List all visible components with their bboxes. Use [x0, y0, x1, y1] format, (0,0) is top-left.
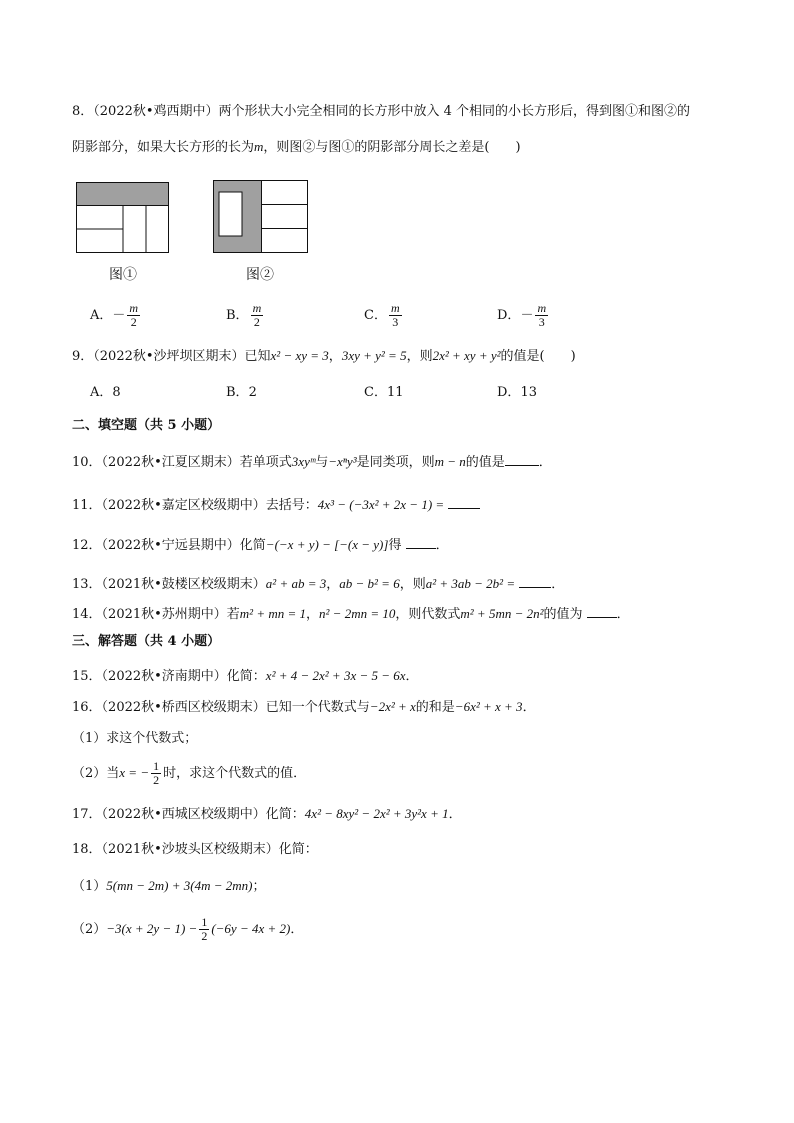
q14-suffix: 的值为: [543, 607, 583, 622]
q9-stem: [72, 346, 576, 367]
q8-option-c-label: C．: [364, 308, 387, 323]
figure-1-caption: 图①: [109, 267, 137, 283]
q17-prefix: 17．（2022秋•西城区校级期中）化简：: [72, 807, 305, 822]
q13-end: ．: [551, 577, 565, 592]
q14-sep: ，: [306, 607, 320, 622]
q8-option-b-den: 2: [253, 315, 260, 329]
q8-option-a-label: A．: [90, 308, 113, 323]
q15-expr: x² + 4 − 2x² + 3x − 5 − 6x: [265, 668, 406, 683]
q10: [72, 451, 552, 473]
q16-prefix: 16．（2022秋•桥西区校级期末）已知一个代数式与: [72, 700, 370, 715]
q10-prefix: 10．（2022秋•江夏区期末）若单项式: [72, 455, 292, 470]
q10-mid2: 是同类项，则: [356, 455, 435, 470]
q16-sub2-suffix: 时，求这个代数式的值．: [163, 766, 307, 781]
q9-option-b-label: B．: [226, 385, 249, 400]
q13-cond2: ab − b² = 6: [339, 576, 400, 591]
q16-sub2-x: x = −: [119, 765, 150, 780]
q9-expr: 2x² + xy + y²: [432, 348, 501, 363]
q14-cond1: m² + mn = 1: [239, 606, 307, 621]
q18-sub2-expr1: −3(x + 2y − 1) −: [106, 921, 198, 936]
q12-mid: 得: [388, 538, 402, 553]
q12: [72, 534, 449, 556]
q11-answer-blank[interactable]: [448, 494, 480, 509]
q18: 18．（2021秋•沙坡头区校级期末）化简：: [72, 842, 318, 857]
section-2-heading: 二、填空题（共 5 小题）: [72, 418, 221, 433]
q9-suffix: 的值是( ): [500, 349, 576, 364]
q15-prefix: 15．（2022秋•济南期中）化简：: [72, 669, 266, 684]
q8-option-a[interactable]: [90, 302, 142, 329]
q17-end: ．: [448, 807, 462, 822]
q8-option-b-num: m: [252, 301, 262, 315]
q8-option-d-sign: －: [520, 308, 534, 323]
q16-sub1: （1）求这个代数式；: [72, 731, 198, 746]
q16-frac-num: 1: [153, 759, 160, 773]
q12-answer-blank[interactable]: [406, 534, 436, 549]
q17-expr: 4x² − 8xy² − 2x² + 3y²x + 1: [304, 806, 449, 821]
q15: [72, 666, 419, 687]
q8-line1: 8．（2022秋•鸡西期中）两个形状大小完全相同的长方形中放入 4 个相同的小长方形后，得到图①和图②的: [72, 104, 691, 119]
q15-end: ．: [405, 669, 419, 684]
q8-option-c[interactable]: [364, 302, 404, 329]
q18-sub2-prefix: （2）: [72, 922, 107, 937]
q8-option-d-label: D．: [497, 308, 521, 323]
q8-option-d-den: 3: [538, 315, 545, 329]
q12-expr: −(−x + y) − [−(x − y)]: [265, 537, 389, 552]
q9-cond1: x² − xy = 3: [270, 348, 329, 363]
q13-answer-blank[interactable]: [519, 573, 551, 588]
q11-prefix: 11．（2022秋•嘉定区校级期中）去括号：: [72, 498, 318, 513]
q9-option-b[interactable]: [226, 383, 257, 403]
q8-option-c-num: m: [390, 301, 400, 315]
q17: [72, 804, 462, 825]
q9-option-c[interactable]: [364, 383, 404, 403]
q9-option-c-label: C．: [364, 385, 387, 400]
q8-line2b: ，则图②与图①的阴影部分周长之差是( ): [263, 140, 521, 155]
q14-cond2: n² − 2mn = 10: [319, 606, 396, 621]
q8-option-a-den: 2: [130, 315, 137, 329]
q14: [72, 603, 630, 625]
q9-option-a-value: 8: [112, 385, 121, 400]
q8-option-b-label: B．: [226, 308, 249, 323]
q10-suffix: 的值是: [465, 455, 505, 470]
q8-option-c-den: 3: [392, 315, 399, 329]
q16-sub2: [72, 760, 306, 787]
q18-sub1: [72, 876, 265, 897]
q10-term1: 3xyᵐ: [291, 454, 316, 469]
q8-line2: [72, 137, 521, 158]
figure-2-caption: 图②: [246, 267, 274, 283]
q9-cond2: 3xy + y² = 5: [341, 348, 407, 363]
q8-option-a-num: m: [129, 301, 139, 315]
figure-1: [76, 182, 170, 254]
q10-term2: −xⁿy³: [328, 454, 357, 469]
q8-option-a-sign: －: [112, 308, 126, 323]
q18-sub1-end: ；: [252, 879, 266, 894]
q14-prefix: 14．（2021秋•苏州期中）若: [72, 607, 240, 622]
q18-frac-num: 1: [201, 915, 208, 929]
q13-prefix: 13．（2021秋•鼓楼区校级期末）: [72, 577, 266, 592]
q12-end: ．: [435, 538, 449, 553]
q8-option-b[interactable]: [226, 302, 265, 329]
q10-term3: m − n: [434, 454, 466, 469]
q14-expr: m² + 5mn − 2n²: [460, 606, 544, 621]
q16-term1: −2x² + x: [369, 699, 416, 714]
q9-option-d-value: 13: [520, 385, 537, 400]
q8-line2a: 阴影部分，如果大长方形的长为: [72, 140, 255, 155]
q9-option-c-value: 11: [386, 385, 404, 400]
q18-sub1-prefix: （1）: [72, 879, 107, 894]
q9-option-b-value: 2: [248, 385, 257, 400]
q8-var-m: m: [254, 139, 264, 154]
q9-option-a-label: A．: [90, 385, 113, 400]
q10-end: ．: [538, 455, 552, 470]
q14-end: ．: [616, 607, 630, 622]
q11-expr: 4x³ − (−3x² + 2x − 1) =: [317, 497, 445, 512]
q18-sub1-expr: 5(mn − 2m) + 3(4m − 2mn): [106, 878, 253, 893]
q10-answer-blank[interactable]: [505, 451, 539, 466]
q14-answer-blank[interactable]: [587, 603, 617, 618]
q16-sub2-prefix: （2）当: [72, 766, 120, 781]
q8-option-d-num: m: [537, 301, 547, 315]
section-3-heading: 三、解答题（共 4 小题）: [72, 634, 221, 649]
q13-mid: ，则: [399, 577, 426, 592]
q10-mid: 与: [315, 455, 329, 470]
q9-mid: ，则: [406, 349, 433, 364]
q13-cond1: a² + ab = 3: [265, 576, 327, 591]
q9-option-a[interactable]: [90, 383, 121, 403]
q9-option-d-label: D．: [497, 385, 521, 400]
figure-2: [213, 180, 309, 254]
q16-mid: 的和是: [415, 700, 455, 715]
q16-term2: −6x² + x + 3: [454, 699, 523, 714]
q18-sub2: [72, 916, 303, 943]
q14-mid: ，则代数式: [395, 607, 461, 622]
q8-option-d[interactable]: [497, 302, 550, 329]
q18-frac-den: 2: [201, 929, 208, 943]
q16-end: ．: [522, 700, 536, 715]
q13-sep: ，: [326, 577, 340, 592]
q13-expr: a² + 3ab − 2b² =: [425, 576, 516, 591]
q11: [72, 494, 480, 516]
q16-frac-den: 2: [153, 773, 160, 787]
q9-option-d[interactable]: [497, 383, 537, 403]
q13: [72, 573, 564, 595]
q18-sub2-expr2: (−6y − 4x + 2): [211, 921, 291, 936]
q9-prefix: 9．（2022秋•沙坪坝区期末）已知: [72, 349, 271, 364]
q9-sep: ，: [328, 349, 342, 364]
q12-prefix: 12．（2022秋•宁远县期中）化简: [72, 538, 266, 553]
q16: [72, 697, 536, 718]
q18-sub2-end: ．: [290, 922, 304, 937]
